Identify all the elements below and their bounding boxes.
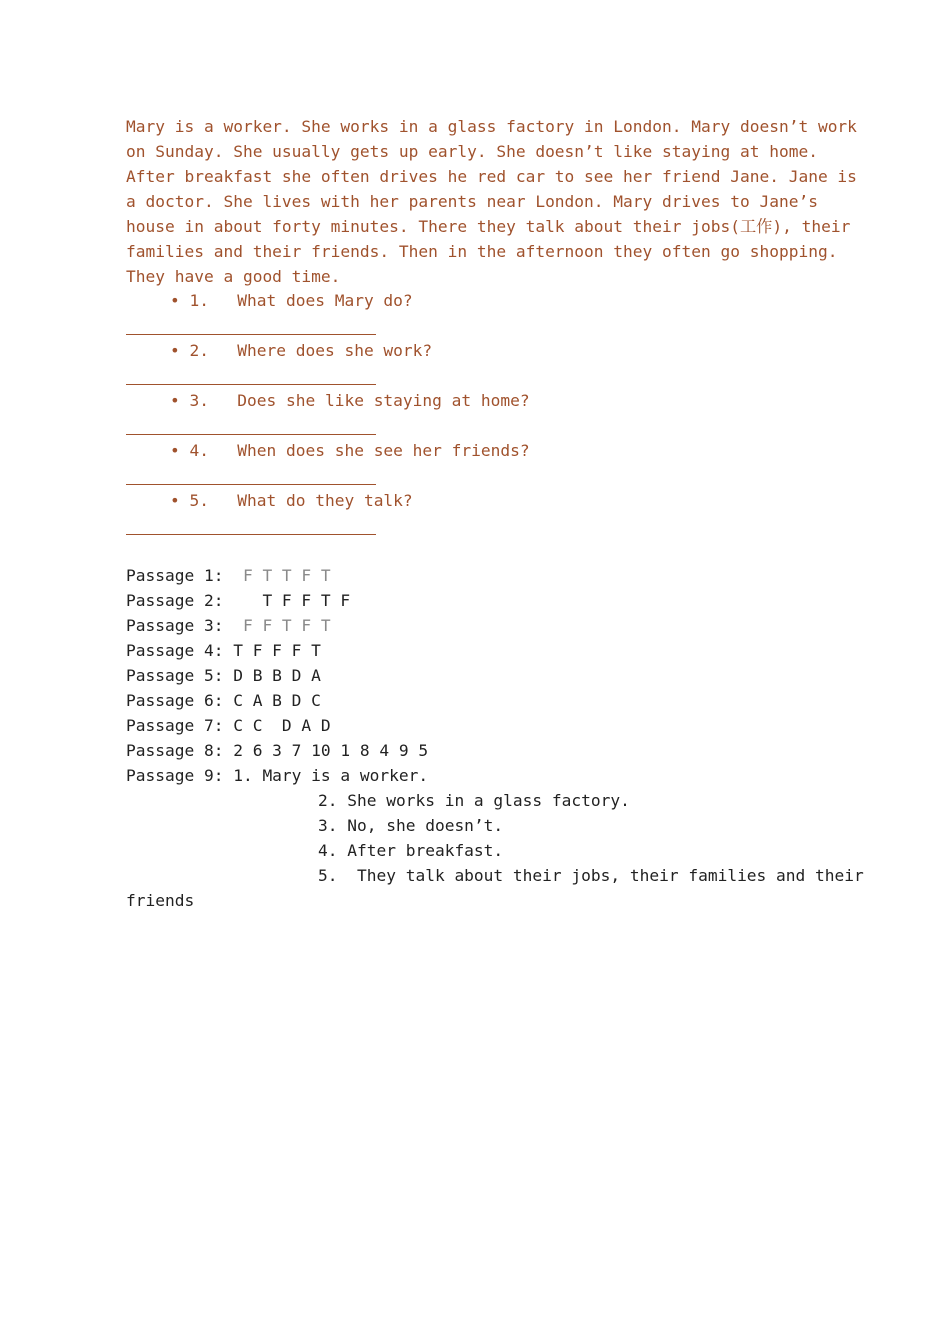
answer-blank-5[interactable] xyxy=(126,534,376,535)
answer-key-value: F T T F T xyxy=(233,566,331,585)
question-4 xyxy=(170,438,530,463)
answer-key-row xyxy=(126,638,321,663)
passage-line: a doctor. She lives with her parents near London. Mary drives to Jane’s xyxy=(126,192,818,211)
question-number: 1. xyxy=(189,291,209,310)
answer-key-label: Passage 2: xyxy=(126,591,234,610)
question-text: What does Mary do? xyxy=(237,291,413,310)
answer-key-value: T F F F T xyxy=(233,641,321,660)
question-number: 3. xyxy=(189,391,209,410)
passage9-answer-wrap: friends xyxy=(126,891,195,910)
question-text: Does she like staying at home? xyxy=(237,391,530,410)
question-text: What do they talk? xyxy=(237,491,413,510)
question-number: 5. xyxy=(189,491,209,510)
passage-line: on Sunday. She usually gets up early. She doesn’t like staying at home. xyxy=(126,142,818,161)
answer-blank-2[interactable] xyxy=(126,384,376,385)
answer-key-value: 1. Mary is a worker. xyxy=(233,766,429,785)
bullet-icon: • xyxy=(170,291,180,310)
answer-key-row xyxy=(126,763,428,788)
passage-line: After breakfast she often drives he red car to see her friend Jane. Jane is xyxy=(126,167,857,186)
answer-key-value: 2 6 3 7 10 1 8 4 9 5 xyxy=(233,741,429,760)
answer-key-value: T F F T F xyxy=(233,591,351,610)
answer-key-label: Passage 1: xyxy=(126,566,234,585)
answer-blank-1[interactable] xyxy=(126,334,376,335)
question-number: 4. xyxy=(189,441,209,460)
question-5 xyxy=(170,488,413,513)
bullet-icon: • xyxy=(170,341,180,360)
passage-line: They have a good time. xyxy=(126,267,341,286)
passage9-answer-line: 4. After breakfast. xyxy=(318,841,504,860)
answer-blank-3[interactable] xyxy=(126,434,376,435)
answer-key-value: C A B D C xyxy=(233,691,321,710)
passage-line: house in about forty minutes. There they talk about their jobs(工作), their xyxy=(126,217,851,236)
answer-key-label: Passage 3: xyxy=(126,616,234,635)
bullet-icon: • xyxy=(170,391,180,410)
answer-key-label: Passage 4: xyxy=(126,641,234,660)
bullet-icon: • xyxy=(170,441,180,460)
answer-key-row xyxy=(126,688,321,713)
question-3 xyxy=(170,388,530,413)
answer-key-value: C C D A D xyxy=(233,716,331,735)
reading-passage xyxy=(126,114,861,289)
passage9-answer-line: 2. She works in a glass factory. xyxy=(318,791,630,810)
question-1 xyxy=(170,288,413,313)
answer-key-row xyxy=(126,563,331,588)
passage-line: families and their friends. Then in the afternoon they often go shopping. xyxy=(126,242,838,261)
answer-key-row xyxy=(126,738,428,763)
answer-key-label: Passage 6: xyxy=(126,691,234,710)
passage9-answer-line: 3. No, she doesn’t. xyxy=(318,816,504,835)
question-2 xyxy=(170,338,432,363)
answer-key-label: Passage 5: xyxy=(126,666,234,685)
answer-key-label: Passage 8: xyxy=(126,741,234,760)
question-text: Where does she work? xyxy=(237,341,433,360)
bullet-icon: • xyxy=(170,491,180,510)
answer-key-row xyxy=(126,613,331,638)
passage9-answer-line: 5. They talk about their jobs, their families and their xyxy=(318,866,864,885)
question-text: When does she see her friends? xyxy=(237,441,530,460)
passage-line: Mary is a worker. She works in a glass factory in London. Mary doesn’t work xyxy=(126,117,857,136)
answer-key-label: Passage 9: xyxy=(126,766,234,785)
answer-blank-4[interactable] xyxy=(126,484,376,485)
question-number: 2. xyxy=(189,341,209,360)
answer-key-row xyxy=(126,588,350,613)
answer-key-value: D B B D A xyxy=(233,666,321,685)
answer-key-value: F F T F T xyxy=(233,616,331,635)
answer-key-row xyxy=(126,713,331,738)
answer-key-row xyxy=(126,663,321,688)
answer-key-label: Passage 7: xyxy=(126,716,234,735)
